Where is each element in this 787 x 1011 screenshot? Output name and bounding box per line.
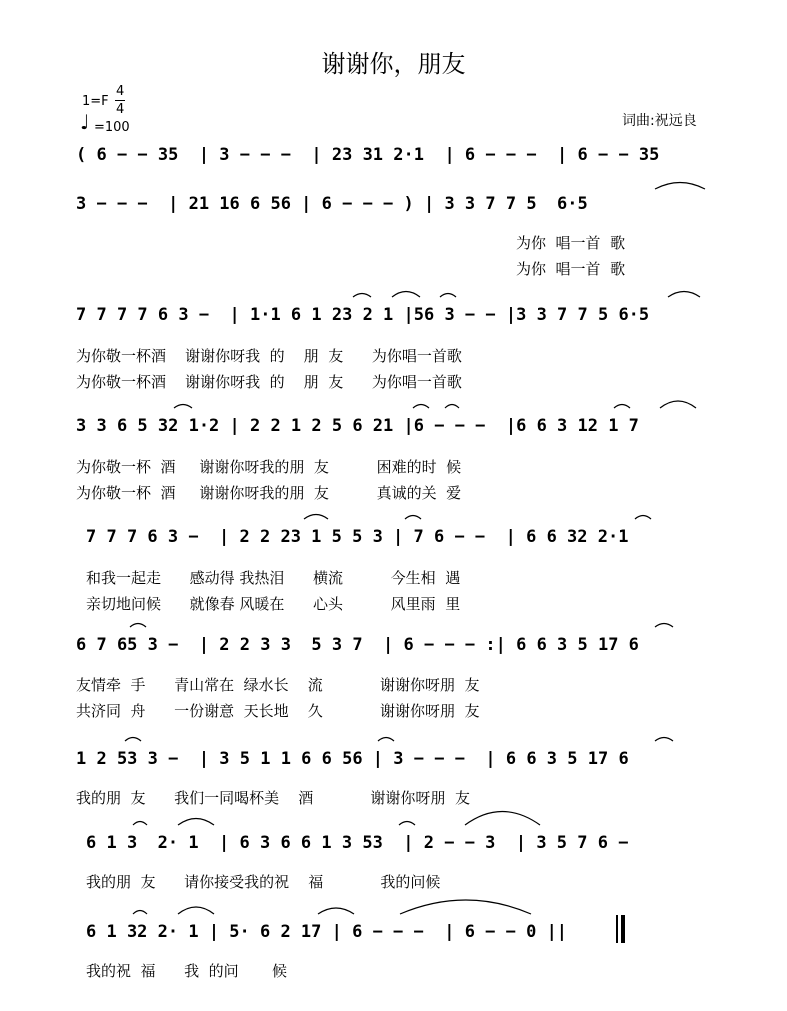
notation-line-8: 6 1 3 2· 1 | 6 3 6 6 1 3 53 | 2 − − 3 | 3 5 7 6 − xyxy=(86,833,629,853)
key-signature: 1=F xyxy=(82,94,109,109)
notation-line-4: 3 3 6 5 32 1·2 | 2 2 1 2 5 6 21 |6 − − − |6 6 3 12 1 7 xyxy=(76,416,639,436)
lyric-line-6-2: 共济同 舟 一份谢意 天长地 久 谢谢你呀朋 友 xyxy=(76,702,480,720)
slur xyxy=(614,405,630,409)
slur xyxy=(178,819,214,826)
slur xyxy=(668,292,700,298)
slur xyxy=(465,812,540,826)
lyric-line-5-1: 和我一起走 感动得 我热泪 横流 今生相 遇 xyxy=(86,569,461,587)
final-barline-thick xyxy=(621,915,625,943)
lyric-line-6-1: 友情牵 手 青山常在 绿水长 流 谢谢你呀朋 友 xyxy=(76,676,480,694)
final-barline-thin xyxy=(616,915,618,943)
notation-line-3: 7 7 7 7 6 3 − | 1·1 6 1 23 2 1 |56 3 − − |3 3 7 7 5 6·5 xyxy=(76,305,650,325)
slur xyxy=(660,401,696,408)
time-signature-top: 4 xyxy=(116,84,125,99)
slur xyxy=(125,738,141,742)
slur xyxy=(133,822,147,826)
slur xyxy=(413,405,429,409)
composer-credit: 词曲:祝远良 xyxy=(622,113,697,129)
notation-line-2: 3 − − − | 21 16 6 56 | 6 − − − ) | 3 3 7 7 5 6·5 xyxy=(76,194,588,214)
notation-line-7: 1 2 53 3 − | 3 5 1 1 6 6 56 | 3 − − − | 6 6 3 5 17 6 xyxy=(76,749,629,769)
lyric-line-4-1: 为你敬一杯 酒 谢谢你呀我的朋 友 困难的时 候 xyxy=(76,458,462,476)
slur xyxy=(440,294,456,298)
notation-line-5: 7 7 7 6 3 − | 2 2 23 1 5 5 3 | 7 6 − − | 6 6 32 2·1 xyxy=(86,527,629,547)
slur xyxy=(392,292,420,298)
slur xyxy=(635,516,651,520)
lyric-line-2-2: 为你 唱一首 歌 xyxy=(516,260,626,278)
notation-line-1: ( 6 − − 35 | 3 − − − | 23 31 2·1 | 6 − − − | 6 − − 35 xyxy=(76,145,660,165)
slur xyxy=(130,624,146,628)
quarter-note-icon: ♩ xyxy=(80,110,90,134)
slur xyxy=(405,516,421,520)
tempo-marking: =100 xyxy=(94,120,130,135)
lyric-line-5-2: 亲切地问候 就像春 风暖在 心头 风里雨 里 xyxy=(86,595,461,613)
lyric-line-8-1: 我的朋 友 请你接受我的祝 福 我的问候 xyxy=(86,873,441,891)
page-title: 谢谢你，朋友 xyxy=(321,50,466,78)
slur xyxy=(304,515,328,520)
lyric-line-9-1: 我的祝 福 我 的问 候 xyxy=(86,962,288,980)
lyric-line-2-1: 为你 唱一首 歌 xyxy=(516,234,626,252)
lyric-line-4-2: 为你敬一杯 酒 谢谢你呀我的朋 友 真诚的关 爱 xyxy=(76,484,462,502)
slur xyxy=(318,908,354,914)
notation-line-9: 6 1 32 2· 1 | 5· 6 2 17 | 6 − − − | 6 − − 0 || xyxy=(86,922,568,942)
slur xyxy=(133,911,147,915)
slur xyxy=(400,900,531,914)
lyric-line-7-1: 我的朋 友 我们一同喝杯美 酒 谢谢你呀朋 友 xyxy=(76,789,470,807)
time-signature-bottom: 4 xyxy=(116,102,125,117)
lyric-line-3-1: 为你敬一杯酒 谢谢你呀我 的 朋 友 为你唱一首歌 xyxy=(76,347,462,365)
slur xyxy=(445,405,459,409)
notation-line-6: 6 7 65 3 − | 2 2 3 3 5 3 7 | 6 − − − :| 6 6 3 5 17 6 xyxy=(76,635,639,655)
slur xyxy=(655,183,705,190)
slur xyxy=(399,822,415,826)
slur xyxy=(378,738,394,742)
slur xyxy=(655,738,673,742)
slur xyxy=(353,294,371,298)
slur xyxy=(178,907,214,914)
slur xyxy=(655,624,673,628)
slur xyxy=(174,405,192,409)
lyric-line-3-2: 为你敬一杯酒 谢谢你呀我 的 朋 友 为你唱一首歌 xyxy=(76,373,462,391)
